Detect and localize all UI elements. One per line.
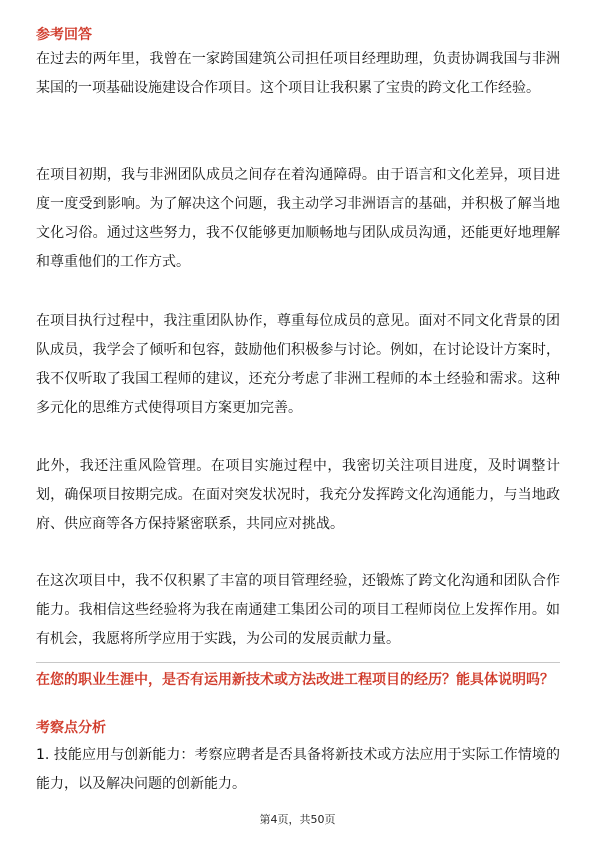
answer-paragraph-4: 此外，我还注重风险管理。在项目实施过程中，我密切关注项目进度，及时调整计划，确保项目按期完成。在面对突发状况时，我充分发挥跨文化沟通能力，与当地政府、供应商等各方保持紧密联系，共同应对挑战。 — [36, 458, 560, 532]
interview-question: 在您的职业生涯中，是否有运用新技术或方法改进工程项目的经历？能具体说明吗？ — [36, 672, 554, 688]
answer-paragraph-5: 在这次项目中，我不仅积累了丰富的项目管理经验，还锻炼了跨文化沟通和团队合作能力。我相信这些经验将为我在南通建工集团公司的项目工程师岗位上发挥作用。如有机会，我愿将所学应用于实践，为公司的发展贡献力量。 — [36, 573, 560, 647]
answer-paragraph-2: 在项目初期，我与非洲团队成员之间存在着沟通障碍。由于语言和文化差异，项目进度一度受到影响。为了解决这个问题，我主动学习非洲语言的基础，并积极了解当地文化习俗。通过这些努力，我不仅能够更加顺畅地与团队成员沟通，还能更好地理解和尊重他们的工作方式。 — [36, 167, 560, 270]
analysis-paragraph: 1. 技能应用与创新能力：考察应聘者是否具备将新技术或方法应用于实际工作情境的能力，以及解决问题的创新能力。 — [36, 747, 560, 792]
page-number: 第4页，共50页 — [259, 813, 336, 826]
answer-paragraph-3: 在项目执行过程中，我注重团队协作，尊重每位成员的意见。面对不同文化背景的团队成员，我学会了倾听和包容，鼓励他们积极参与讨论。例如，在讨论设计方案时，我不仅听取了我国工程师的建议，还充分考虑了非洲工程师的本土经验和需求。这种多元化的思维方式使得项目方案更加完善。 — [36, 313, 560, 416]
reference-answer-heading: 参考回答 — [36, 27, 92, 43]
section-divider — [36, 662, 560, 663]
answer-paragraph-1: 在过去的两年里，我曾在一家跨国建筑公司担任项目经理助理，负责协调我国与非洲某国的一项基础设施建设合作项目。这个项目让我积累了宝贵的跨文化工作经验。 — [36, 51, 560, 96]
analysis-heading: 考察点分析 — [36, 720, 106, 736]
